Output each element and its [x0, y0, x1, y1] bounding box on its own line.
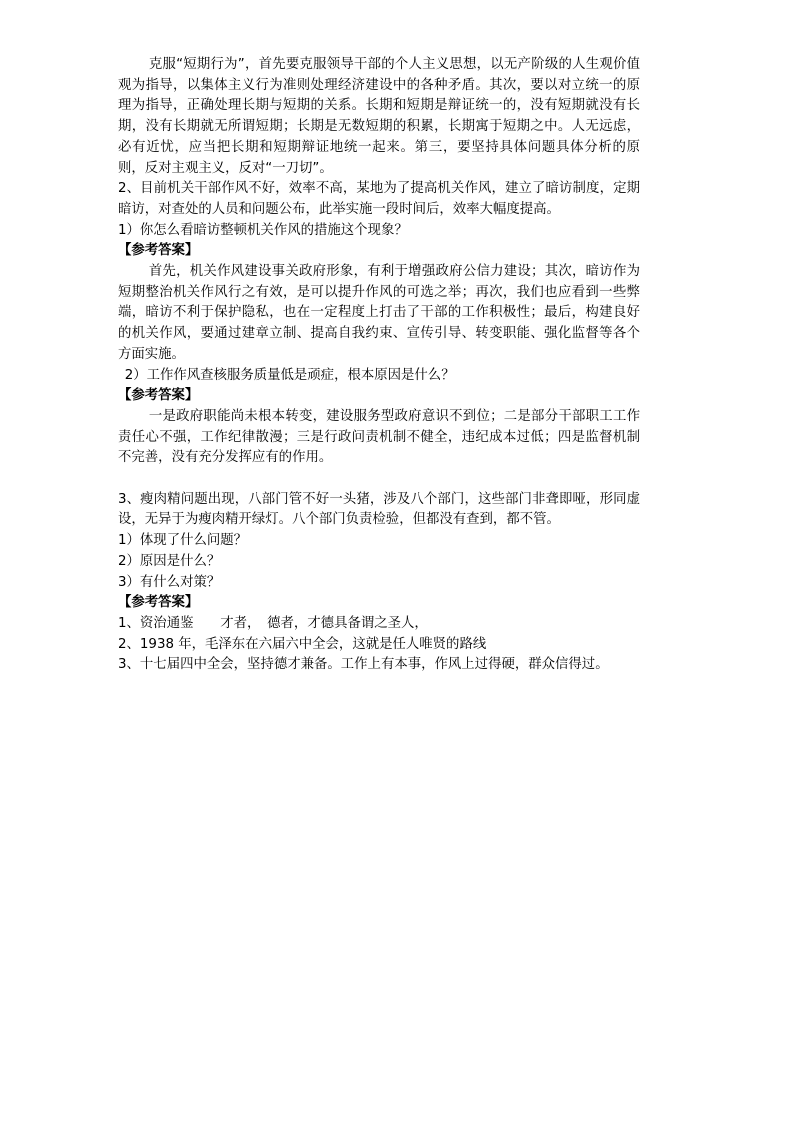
- question-3-text: 3、瘦肉精问题出现，八部门管不好一头猪，涉及八个部门，这些部门非聋即哑，形同虚设，无异于为瘦肉精开绿灯。八个部门负责检验，但都没有查到，都不管。: [118, 491, 640, 528]
- answer-line-1: 1、资治通鉴 才者， 德者，才德具备谓之圣人，: [118, 615, 428, 631]
- reference-answer-label: 【参考答案】: [118, 243, 199, 259]
- blank-line: [118, 469, 640, 490]
- reference-answer-label: 【参考答案】: [118, 595, 199, 611]
- question-2-sub-1: 1）你怎么看暗访整顿机关作风的措施这个现象？: [118, 222, 408, 238]
- document-page: [118, 55, 640, 676]
- reference-answer-label: 【参考答案】: [118, 388, 199, 404]
- question-3-sub-2: 2）原因是什么？: [118, 553, 221, 569]
- question-3-sub-1: 1）体现了什么问题？: [118, 533, 248, 549]
- answer-line-2: 2、1938 年，毛泽东在六届六中全会，这就是任人唯贤的路线: [118, 636, 487, 652]
- question-3-sub-3: 3）有什么对策？: [118, 574, 221, 590]
- answer-paragraph: 首先，机关作风建设事关政府形象，有利于增强政府公信力建设；其次，暗访作为短期整治机关作风行之有效，是可以提升作风的可选之举；再次，我们也应看到一些弊端，暗访不利于保护隐私，也在一定程度上打击了干部的工作积极性；最后，构建良好的机关作风，要通过建章立制、提高自我约束、宣传引导、转变职能、强化监督等各个方面实施。: [118, 264, 640, 362]
- question-2-text: 2、目前机关干部作风不好，效率不高，某地为了提高机关作风，建立了暗访制度，定期暗访，对查处的人员和问题公布，此举实施一段时间后，效率大幅度提高。: [118, 181, 640, 217]
- answer-paragraph: 一是政府职能尚未根本转变，建设服务型政府意识不到位；二是部分干部职工工作责任心不强，工作纪律散漫；三是行政问责机制不健全，违纪成本过低；四是监督机制不完善，没有充分发挥应有的作用。: [118, 408, 640, 466]
- question-2-sub-2: 2）工作作风查核服务质量低是顽症，根本原因是什么？: [124, 367, 455, 383]
- intro-paragraph: 克服“短期行为”，首先要克服领导干部的个人主义思想，以无产阶级的人生观价值观为指导，以集体主义行为准则处理经济建设中的各种矛盾。其次，要以对立统一的原理为指导，正确处理长期与短期的关系。长期和短期是辩证统一的，没有短期就没有长期，没有长期就无所谓短期；长期是无数短期的积累，长期寓于短期之中。人无远虑，必有近忧，应当把长期和短期辩证地统一起来。第三，要坚持具体问题具体分析的原则，反对主观主义，反对“一刀切”。: [118, 57, 640, 176]
- answer-line-3: 3、十七届四中全会，坚持德才兼备。工作上有本事，作风上过得硬，群众信得过。: [118, 657, 609, 673]
